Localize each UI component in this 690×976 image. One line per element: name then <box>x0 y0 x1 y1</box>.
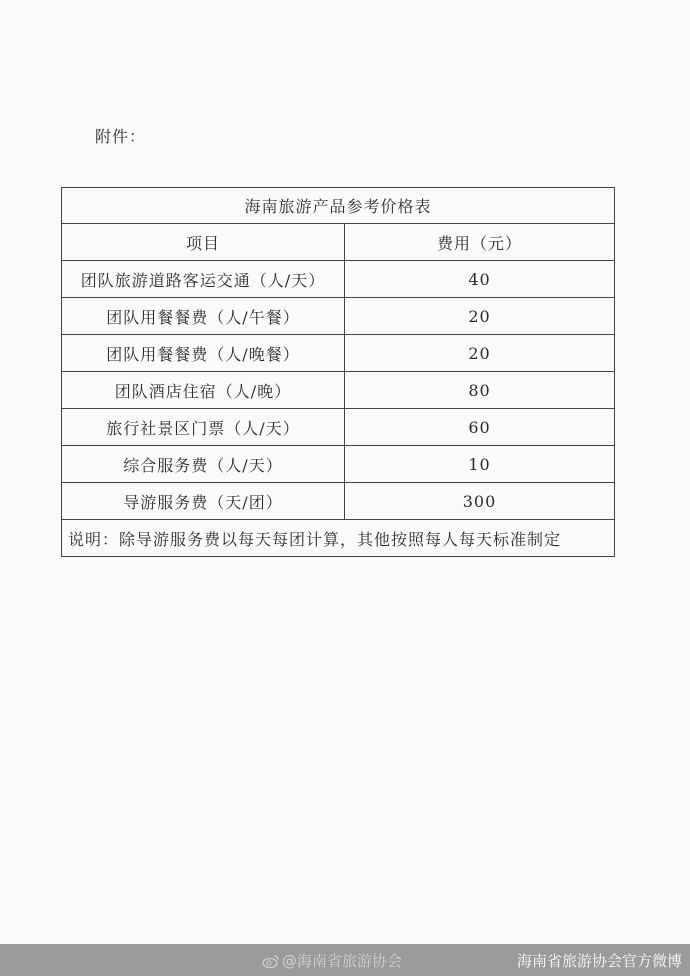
table-row <box>62 335 615 372</box>
table-row <box>62 261 615 298</box>
row-fee: 10 <box>345 446 615 483</box>
row-fee: 60 <box>345 409 615 446</box>
table-row <box>62 372 615 409</box>
row-fee: 20 <box>345 298 615 335</box>
row-fee: 40 <box>345 261 615 298</box>
row-item: 旅行社景区门票（人/天） <box>62 409 345 446</box>
row-fee: 80 <box>345 372 615 409</box>
row-item: 团队旅游道路客运交通（人/天） <box>62 261 345 298</box>
row-fee: 20 <box>345 335 615 372</box>
table-row <box>62 409 615 446</box>
header-item: 项目 <box>62 224 345 261</box>
row-item: 导游服务费（天/团） <box>62 483 345 520</box>
footer-caption: 海南省旅游协会官方微博 <box>516 952 682 970</box>
row-item: 团队用餐餐费（人/晚餐） <box>62 335 345 372</box>
header-fee: 费用（元） <box>345 224 615 261</box>
table-header-row <box>62 224 615 261</box>
row-item: 综合服务费（人/天） <box>62 446 345 483</box>
table-row <box>62 298 615 335</box>
price-table <box>61 187 615 557</box>
row-item: 团队用餐餐费（人/午餐） <box>62 298 345 335</box>
table-row <box>62 483 615 520</box>
table-row <box>62 446 615 483</box>
row-item: 团队酒店住宿（人/晚） <box>62 372 345 409</box>
weibo-watermark <box>262 950 402 971</box>
table-note: 说明：除导游服务费以每天每团计算，其他按照每人每天标准制定 <box>62 520 615 557</box>
table-note-row <box>62 520 615 557</box>
row-fee: 300 <box>345 483 615 520</box>
watermark-text: @海南省旅游协会 <box>282 952 403 970</box>
table-title: 海南旅游产品参考价格表 <box>62 188 615 224</box>
weibo-icon <box>262 954 280 968</box>
attachment-label: 附件： <box>95 127 147 146</box>
table-title-row <box>62 188 615 224</box>
